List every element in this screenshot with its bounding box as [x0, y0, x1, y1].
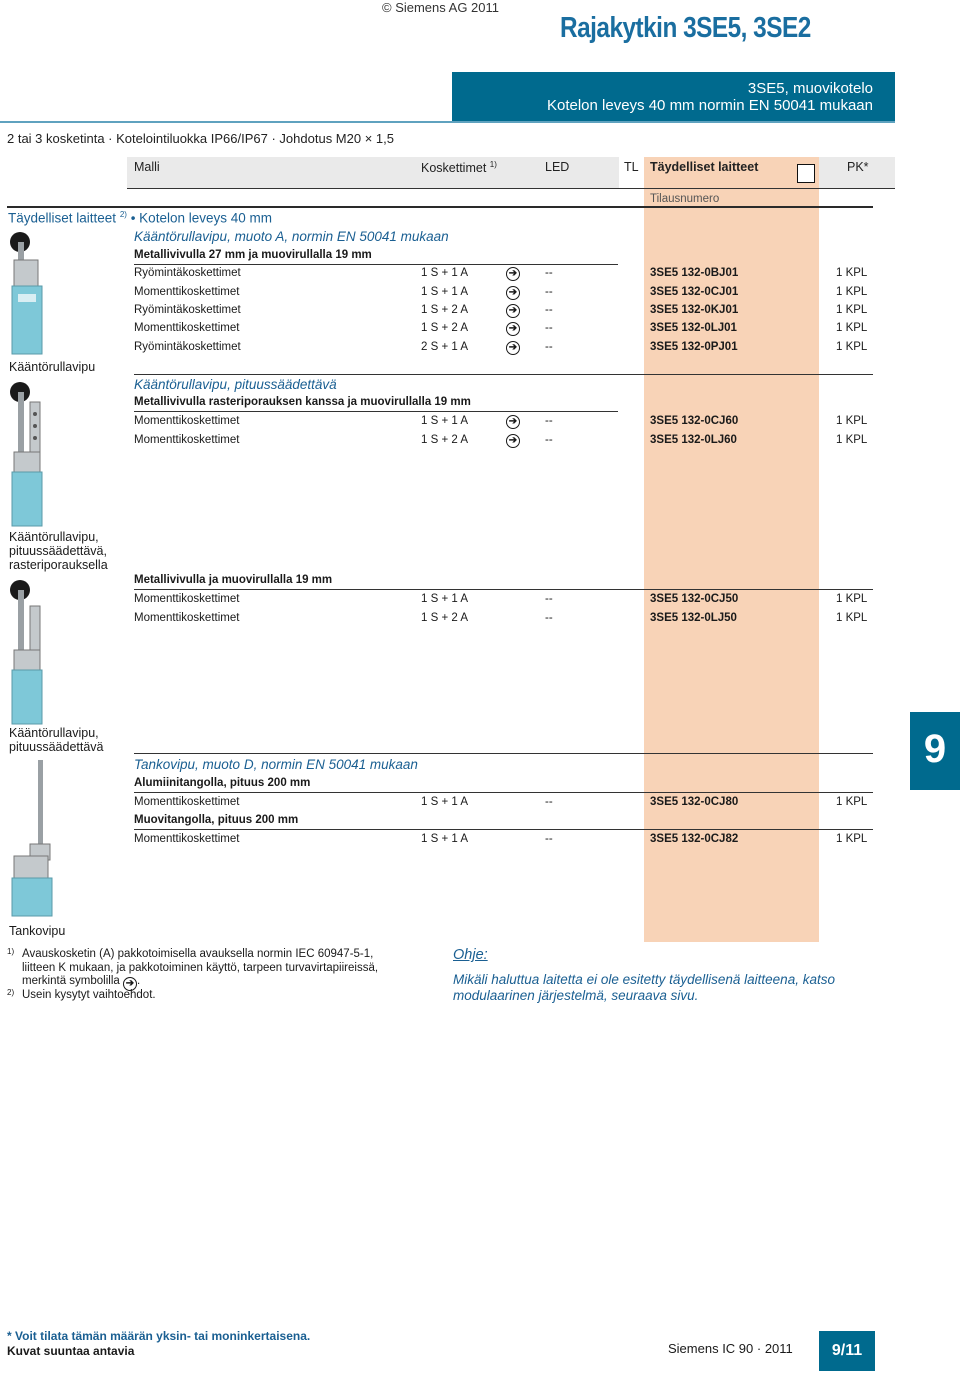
section-title-sup: 2) [119, 210, 127, 219]
row-order-number: 3SE5 132-0CJ80 [650, 796, 739, 808]
row-pk: 1 KPL [836, 341, 868, 353]
image-caption-2: Kääntörullavipu, pituussäädettävä, rasteriporauksella [9, 530, 108, 572]
row-contacts: 1 S + 2 A [421, 434, 468, 446]
footnote-1-number [7, 945, 14, 957]
row-contacts: 1 S + 1 A [421, 796, 468, 808]
group3-rule [134, 589, 873, 590]
row-type: Momenttikoskettimet [134, 612, 240, 624]
group-divider [134, 374, 873, 375]
row-pk: 1 KPL [836, 434, 868, 446]
image-caption-4: Tankovipu [9, 924, 66, 938]
circled-arrow-icon: ➔ [506, 415, 520, 429]
row-order-number: 3SE5 132-0BJ01 [650, 267, 739, 279]
col-header-pk: PK* [847, 160, 869, 174]
row-contacts: 1 S + 2 A [421, 612, 468, 624]
footnote-1-line3 [22, 975, 140, 989]
circled-arrow-icon: ➔ [506, 304, 520, 318]
row-type: Momenttikoskettimet [134, 286, 240, 298]
section-title-text: Täydelliset laitteet [8, 210, 117, 226]
adjustable-lever-switch-image [8, 578, 48, 726]
section-title-rest: • Kotelon leveys 40 mm [126, 210, 272, 226]
footnote-1-marker: 1) [7, 947, 15, 956]
circled-arrow-icon: ➔ [506, 322, 520, 336]
group3-boldhead: Metallivivulla ja muovirullalla 19 mm [134, 574, 333, 586]
row-pk: 1 KPL [836, 593, 868, 605]
footnote-1-line2: liitteen K mukaan, ja pakkotoiminen käyttö, tarpeen turvavirtapiireissä, [22, 962, 379, 974]
row-pk: 1 KPL [836, 267, 868, 279]
roller-lever-switch-image [8, 230, 48, 356]
adjustable-roller-lever-switch-image [8, 380, 48, 528]
row-pk: 1 KPL [836, 612, 868, 624]
group-divider [134, 753, 873, 754]
page-title: Rajakytkin 3SE5, 3SE2 [560, 12, 811, 44]
footer-note: * Voit tilata tämän määrän yksin- tai moninkertaisena. [7, 1329, 311, 1343]
footnote-2-number [7, 986, 14, 998]
row-pk: 1 KPL [836, 833, 868, 845]
row-order-number: 3SE5 132-0CJ60 [650, 415, 739, 427]
copyright: © Siemens AG 2011 [382, 0, 500, 15]
section-rule [7, 206, 873, 208]
footnote-2-text: Usein kysytyt vaihtoehdot. [22, 989, 156, 1001]
row-led: -- [545, 796, 553, 808]
row-pk: 1 KPL [836, 415, 868, 427]
row-type: Ryömintäkoskettimet [134, 304, 241, 316]
row-led: -- [545, 833, 553, 845]
note-text: Mikäli haluttua laitetta ei ole esitetty täydellisenä laitteena, katso modulaarinen järjestelmä, seuraava sivu. [453, 972, 835, 1003]
group1-boldhead: Metallivivulla 27 mm ja muovirullalla 19 mm [134, 249, 372, 261]
circled-arrow-icon: ➔ [506, 341, 520, 355]
col-header-contacts-sup: 1) [489, 160, 497, 169]
row-order-number: 3SE5 132-0LJ01 [650, 322, 737, 334]
row-order-number: 3SE5 132-0LJ50 [650, 612, 737, 624]
row-order-number: 3SE5 132-0KJ01 [650, 304, 739, 316]
chapter-tab: 9 [910, 712, 960, 790]
group2-subhead: Kääntörullavipu, pituussäädettävä [134, 377, 337, 392]
row-order-number: 3SE5 132-0CJ01 [650, 286, 739, 298]
banner-line-2: Kotelon leveys 40 mm normin EN 50041 mukaan [546, 97, 873, 114]
row-led: -- [545, 415, 553, 427]
row-pk: 1 KPL [836, 796, 868, 808]
footnote-1-line3-end: . [136, 975, 141, 987]
row-contacts: 1 S + 2 A [421, 322, 468, 334]
group4-subhead: Tankovipu, muoto D, normin EN 50041 mukaan [134, 757, 418, 772]
col-header-model: Malli [134, 160, 160, 174]
product-banner [452, 72, 895, 121]
row-type: Ryömintäkoskettimet [134, 341, 241, 353]
group1-subhead: Kääntörullavipu, muoto A, normin EN 50041 mukaan [134, 229, 449, 244]
row-type: Momenttikoskettimet [134, 593, 240, 605]
row-order-number: 3SE5 132-0PJ01 [650, 341, 738, 353]
row-type: Momenttikoskettimet [134, 833, 240, 845]
row-pk: 1 KPL [836, 304, 868, 316]
row-contacts: 1 S + 1 A [421, 267, 468, 279]
row-type: Momenttikoskettimet [134, 434, 240, 446]
circled-arrow-icon: ➔ [506, 267, 520, 281]
footnote-1-line1: Avauskosketin (A) pakkotoimisella avauksella normin IEC 60947-5-1, [22, 948, 374, 960]
group4-rule-b [134, 829, 873, 830]
row-contacts: 1 S + 2 A [421, 304, 468, 316]
row-type: Ryömintäkoskettimet [134, 267, 241, 279]
col-header-contacts [421, 160, 497, 175]
product-description: 2 tai 3 kosketinta · Kotelointiluokka IP66/IP67 · Johdotus M20 × 1,5 [7, 131, 394, 146]
row-order-number: 3SE5 132-0CJ82 [650, 833, 739, 845]
section-title [8, 210, 272, 226]
circled-arrow-icon: ➔ [506, 286, 520, 300]
group1-rule [134, 264, 618, 265]
row-pk: 1 KPL [836, 286, 868, 298]
row-led: -- [545, 267, 553, 279]
row-contacts: 1 S + 1 A [421, 833, 468, 845]
banner-line-1: 3SE5, muovikotelo [747, 80, 873, 97]
row-contacts: 2 S + 1 A [421, 341, 468, 353]
group4-rule-a [134, 792, 873, 793]
footer-publication: Siemens IC 90 · 2011 [668, 1341, 793, 1356]
row-order-number: 3SE5 132-0CJ50 [650, 593, 739, 605]
note-heading: Ohje: [453, 947, 488, 963]
col-header-complete: Täydelliset laitteet [650, 160, 759, 174]
col-header-led: LED [545, 160, 570, 174]
row-led: -- [545, 286, 553, 298]
row-led: -- [545, 612, 553, 624]
row-type: Momenttikoskettimet [134, 415, 240, 427]
row-contacts: 1 S + 1 A [421, 593, 468, 605]
group2-rule [134, 411, 618, 412]
group4-boldhead-b: Muovitangolla, pituus 200 mm [134, 814, 299, 826]
page-number: 9/11 [819, 1331, 875, 1371]
group4-boldhead-a: Alumiinitangolla, pituus 200 mm [134, 777, 311, 789]
row-led: -- [545, 304, 553, 316]
footer-disclaimer: Kuvat suuntaa antavia [7, 1344, 135, 1358]
image-caption-1: Kääntörullavipu [9, 360, 96, 374]
header-bottom-rule [127, 188, 895, 189]
circled-arrow-icon: ➔ [123, 977, 137, 991]
footnote-2-marker: 2) [7, 988, 15, 997]
row-led: -- [545, 341, 553, 353]
row-type: Momenttikoskettimet [134, 322, 240, 334]
col-header-order-number: Tilausnumero [650, 193, 720, 205]
row-pk: 1 KPL [836, 322, 868, 334]
circled-arrow-icon: ➔ [506, 434, 520, 448]
row-led: -- [545, 593, 553, 605]
image-caption-3: Kääntörullavipu, pituussäädettävä [9, 726, 104, 754]
col-header-contacts-label: Koskettimet [421, 161, 487, 176]
footnote-1-line3-text: merkintä symbolilla [22, 975, 120, 987]
rod-lever-switch-image [8, 760, 64, 918]
row-order-number: 3SE5 132-0LJ60 [650, 434, 737, 446]
row-contacts: 1 S + 1 A [421, 286, 468, 298]
group2-boldhead: Metallivivulla rasteriporauksen kanssa ja muovirullalla 19 mm [134, 396, 471, 408]
row-led: -- [545, 434, 553, 446]
row-led: -- [545, 322, 553, 334]
header-rule [0, 121, 895, 123]
row-type: Momenttikoskettimet [134, 796, 240, 808]
row-contacts: 1 S + 1 A [421, 415, 468, 427]
col-header-tl: TL [624, 160, 639, 174]
checkbox-icon [797, 164, 815, 183]
